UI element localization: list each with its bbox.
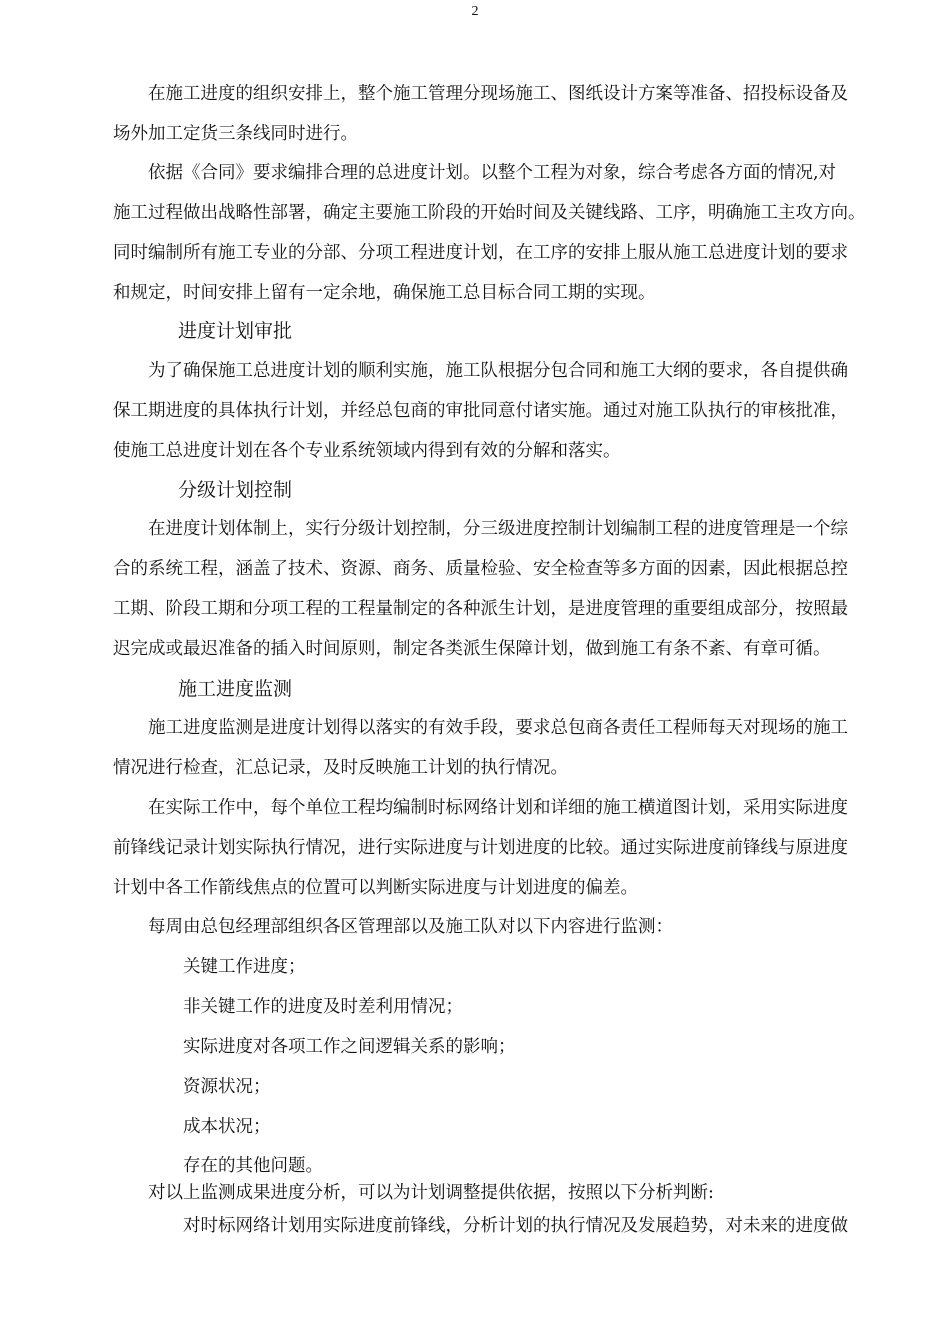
paragraph-line: 前锋线记录计划实际执行情况，进行实际进度与计划进度的比较。通过实际进度前锋线与原进度 [113,838,848,858]
paragraph-line: 施工进度监测是进度计划得以落实的有效手段，要求总包商各责任工程师每天对现场的施工 [148,718,848,738]
section-heading: 分级计划控制 [178,479,293,501]
paragraph-line: 情况进行检查，汇总记录，及时反映施工计划的执行情况。 [113,758,568,778]
list-item: 关键工作进度； [183,957,306,977]
page-number: 2 [471,4,479,19]
paragraph-line: 对以上监测成果进度分析，可以为计划调整提供依据，按照以下分析判断: [148,1183,714,1203]
paragraph-line: 每周由总包经理部组织各区管理部以及施工队对以下内容进行监测： [148,917,673,937]
paragraph-line: 使施工总进度计划在各个专业系统领域内得到有效的分解和落实。 [113,441,621,461]
paragraph-line: 对时标网络计划用实际进度前锋线，分析计划的执行情况及发展趋势，对未来的进度做 [183,1216,848,1236]
paragraph-line: 和规定，时间安排上留有一定余地，确保施工总目标合同工期的实现。 [113,283,656,303]
list-item: 资源状况； [183,1077,271,1097]
paragraph-line: 迟完成或最迟准备的插入时间原则，制定各类派生保障计划，做到施工有条不紊、有章可循。 [113,639,831,659]
list-item: 成本状况； [183,1117,271,1137]
paragraph-line: 为了确保施工总进度计划的顺利实施，施工队根据分包合同和施工大纲的要求，各自提供确 [148,361,848,381]
paragraph-line: 在施工进度的组织安排上，整个施工管理分现场施工、图纸设计方案等准备、招投标设备及 [148,84,848,104]
paragraph-line: 施工过程做出战略性部署，确定主要施工阶段的开始时间及关键线路、工序，明确施工主攻方向。 [113,203,866,223]
section-heading: 施工进度监测 [178,678,293,700]
section-heading: 进度计划审批 [178,320,293,342]
paragraph-line: 同时编制所有施工专业的分部、分项工程进度计划，在工序的安排上服从施工总进度计划的要求 [113,243,848,263]
list-item: 存在的其他问题。 [183,1156,323,1176]
paragraph-line: 场外加工定货三条线同时进行。 [113,124,358,144]
paragraph-line: 合的系统工程，涵盖了技术、资源、商务、质量检验、安全检查等多方面的因素，因此根据总控 [113,559,848,579]
paragraph-line: 保工期进度的具体执行计划，并经总包商的审批同意付诸实施。通过对施工队执行的审核批准， [113,401,848,421]
paragraph-line: 计划中各工作箭线焦点的位置可以判断实际进度与计划进度的偏差。 [113,878,638,898]
paragraph-line: 在进度计划体制上，实行分级计划控制，分三级进度控制计划编制工程的进度管理是一个综 [148,519,848,539]
paragraph-line: 依据《合同》要求编排合理的总进度计划。以整个工程为对象，综合考虑各方面的情况,对 [148,163,837,183]
list-item: 非关键工作的进度及时差利用情况； [183,997,463,1017]
paragraph-line: 工期、阶段工期和分项工程的工程量制定的各种派生计划，是进度管理的重要组成部分，按照最 [113,599,848,619]
list-item: 实际进度对各项工作之间逻辑关系的影响； [183,1037,516,1057]
paragraph-line: 在实际工作中，每个单位工程均编制时标网络计划和详细的施工横道图计划，采用实际进度 [148,798,848,818]
